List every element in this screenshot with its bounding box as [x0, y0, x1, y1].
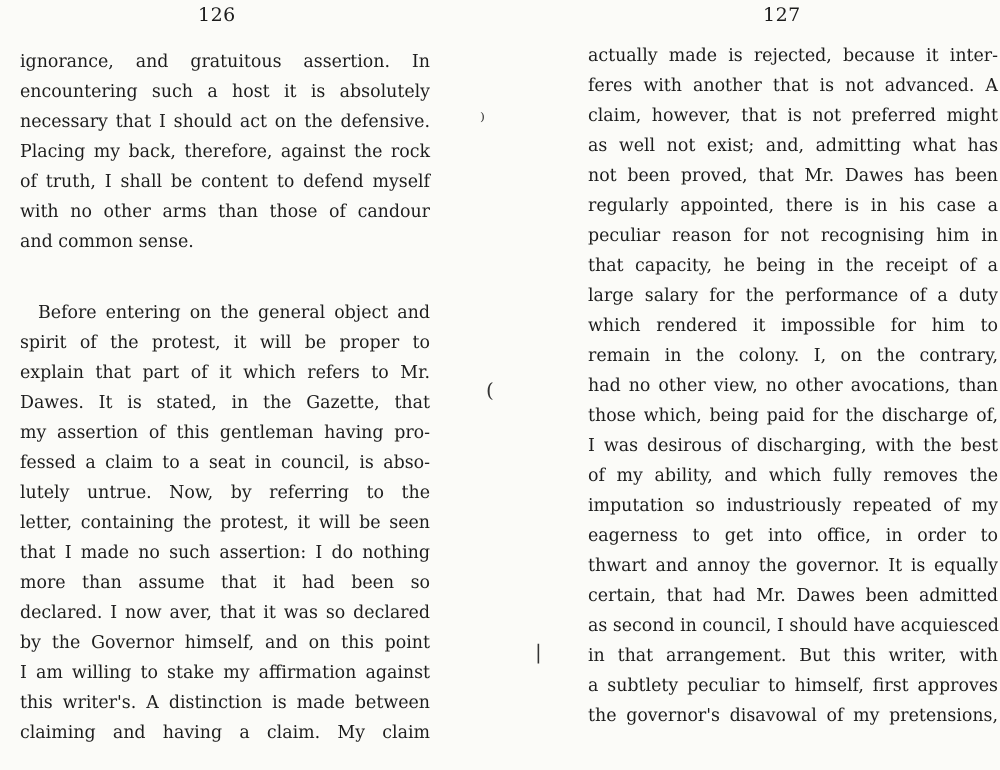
text-line: my assertion of this gentleman having pro-: [20, 423, 430, 443]
text-line: as second in council, I should have acquiesced: [588, 616, 999, 636]
page-number-right: 127: [763, 4, 801, 26]
right-page: [530, 0, 1000, 770]
gutter-mark: ⁾: [480, 108, 485, 132]
left-page: [0, 0, 470, 770]
text-line: actually made is rejected, because it inter-: [588, 46, 998, 66]
text-line: with no other arms than those of candour: [20, 202, 430, 222]
text-line: had no other view, no other avocations, than: [588, 376, 998, 396]
text-line: eagerness to get into office, in order to: [588, 526, 998, 546]
page-number-left: 126: [198, 4, 236, 26]
text-line: explain that part of it which refers to Mr.: [20, 363, 430, 383]
text-line: encountering such a host it is absolutely: [20, 82, 430, 102]
text-line: more than assume that it had been so: [20, 573, 430, 593]
text-line: remain in the colony. I, on the contrary,: [588, 346, 998, 366]
gutter-mark: |: [535, 640, 542, 664]
text-line: by the Governor himself, and on this point: [20, 633, 430, 653]
left-paragraph-1: [20, 47, 430, 257]
text-line: and common sense.: [20, 232, 194, 252]
text-line: imputation so industriously repeated of my: [588, 496, 998, 516]
text-line: I am willing to stake my affirmation against: [20, 663, 430, 683]
text-line: spirit of the protest, it will be proper to: [20, 333, 430, 353]
text-line: not been proved, that Mr. Dawes has been: [588, 166, 998, 186]
text-line: that I made no such assertion: I do nothing: [20, 543, 430, 563]
text-line: thwart and annoy the governor. It is equally: [588, 556, 998, 576]
text-line: I was desirous of discharging, with the best: [588, 436, 998, 456]
text-line: claim, however, that is not preferred might: [588, 106, 998, 126]
text-line: those which, being paid for the discharge of,: [588, 406, 998, 426]
text-line: of my ability, and which fully removes the: [588, 466, 998, 486]
text-line: large salary for the performance of a duty: [588, 286, 998, 306]
text-line: letter, containing the protest, it will be seen: [20, 513, 430, 533]
text-line: Placing my back, therefore, against the rock: [20, 142, 430, 162]
text-line: this writer's. A distinction is made between: [20, 693, 430, 713]
text-line: certain, that had Mr. Dawes been admitted: [588, 586, 998, 606]
text-line: the governor's disavowal of my pretensions,: [588, 706, 998, 726]
text-line: in that arrangement. But this writer, with: [588, 646, 998, 666]
text-line: peculiar reason for not recognising him in: [588, 226, 998, 246]
right-paragraph: [588, 41, 998, 731]
text-line: Before entering on the general object and: [38, 303, 430, 323]
text-line: a subtlety peculiar to himself, first approves: [588, 676, 998, 696]
text-line: necessary that I should act on the defensive.: [20, 112, 430, 132]
text-line: regularly appointed, there is in his case a: [588, 196, 998, 216]
text-line: that capacity, he being in the receipt of a: [588, 256, 998, 276]
text-line: claiming and having a claim. My claim: [20, 723, 430, 743]
left-paragraph-2: [20, 298, 430, 748]
text-line: feres with another that is not advanced. A: [588, 76, 998, 96]
text-line: ignorance, and gratuitous assertion. In: [20, 52, 430, 72]
text-line: fessed a claim to a seat in council, is abso-: [20, 453, 430, 473]
text-line: which rendered it impossible for him to: [588, 316, 998, 336]
gutter-mark: (: [486, 378, 494, 402]
text-line: as well not exist; and, admitting what has: [588, 136, 998, 156]
text-line: Dawes. It is stated, in the Gazette, that: [20, 393, 430, 413]
text-line: lutely untrue. Now, by referring to the: [20, 483, 430, 503]
text-line: declared. I now aver, that it was so declared: [20, 603, 430, 623]
text-line: of truth, I shall be content to defend myself: [20, 172, 430, 192]
